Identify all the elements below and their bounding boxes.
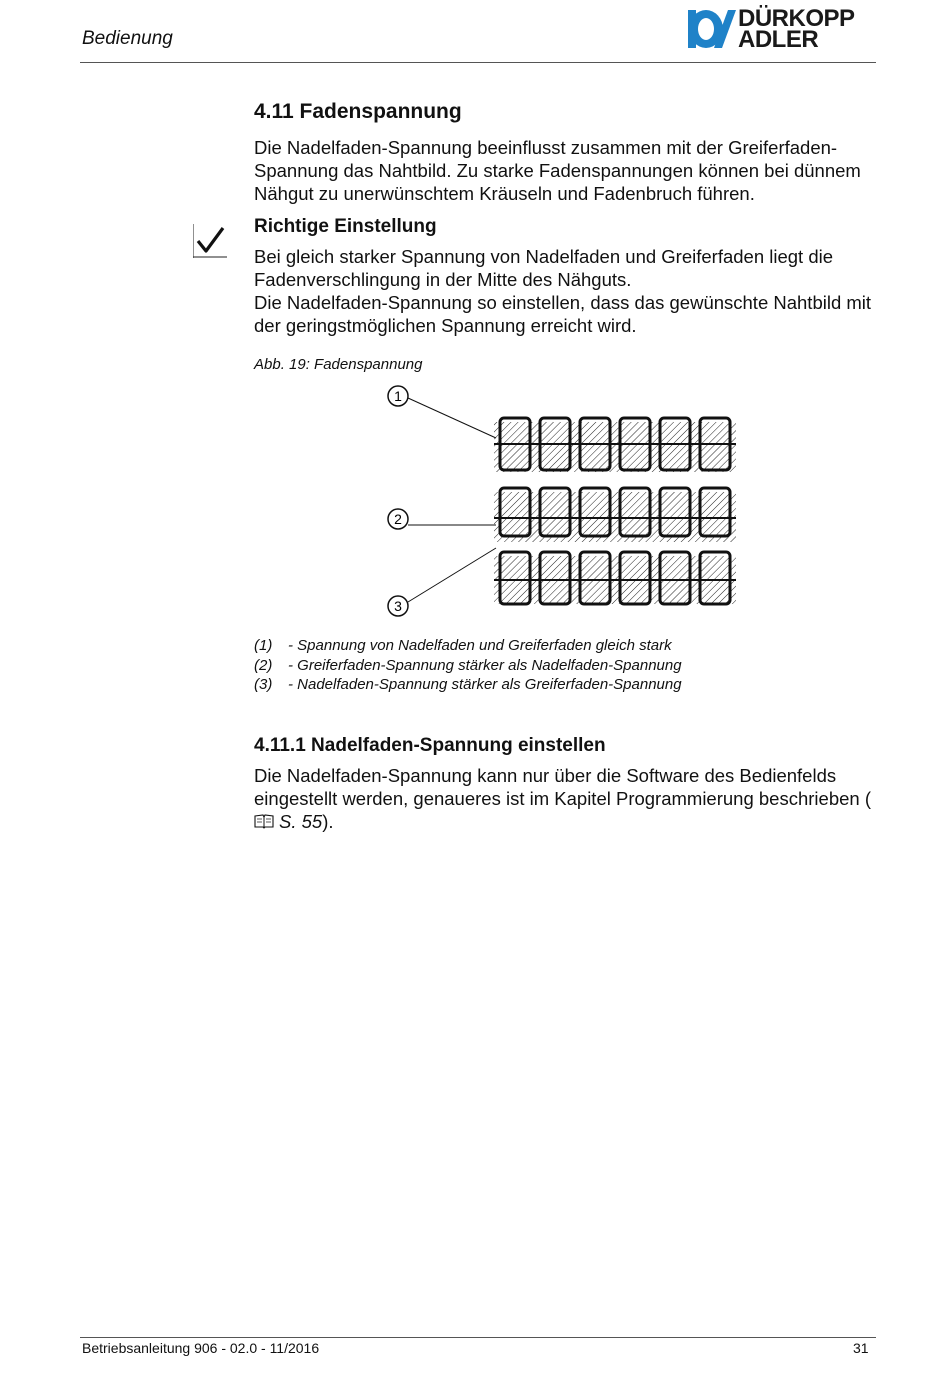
section-intro: Die Nadelfaden-Spannung beeinflusst zusammen mit der Greiferfaden-Spannung das Nahtbild. Zu starke Fadenspannungen können bei dünnem Nähgut zu unerwünschtem Kräuseln und Fadenbruch führen. [254,137,861,204]
marker-3 [388,548,496,616]
logo-line-1: DÜRKOPP [738,5,855,32]
legend-item [254,656,682,676]
marker-3-label: 3 [394,598,402,614]
legend-num: (1) [254,637,273,654]
subsection-text [254,764,874,833]
logo-mark-icon [688,6,736,52]
legend-item [254,636,682,656]
marker-1-label: 1 [394,388,402,404]
subsection-text-end: ). [322,811,334,832]
footer-divider [80,1337,876,1338]
duerkopp-adler-logo [688,6,878,56]
legend-text: - Nadelfaden-Spannung stärker als Greiferfaden-Spannung [288,676,682,693]
hint-title: Richtige Einstellung [254,216,437,237]
hint-text-2: Die Nadelfaden-Spannung so einstellen, dass das gewünschte Nahtbild mit der geringstmöglichen Spannung erreicht wird. [254,292,872,336]
subsection-text-body: Die Nadelfaden-Spannung kann nur über die Software des Bedienfelds eingestellt werden, genaueres ist im Kapitel Programmierung beschrieben ( [254,765,871,809]
figure-caption: Abb. 19: Fadenspannung [254,356,423,373]
section-title: 4.11 Fadenspannung [254,100,462,123]
page-reference-link[interactable]: S. 55 [279,811,323,832]
legend-item [254,675,682,695]
book-icon [254,811,279,832]
header-divider [80,62,876,63]
logo-line-2: ADLER [738,26,819,53]
seam-tension-figure [376,380,746,620]
stitch-row-2 [494,488,736,542]
header-section-label: Bedienung [82,28,173,49]
footer-page-number: 31 [853,1340,869,1356]
marker-1 [388,386,496,438]
logo-wordmark [738,5,855,53]
legend-num: (2) [254,656,273,674]
checkmark-icon [193,224,227,258]
hint-text-1: Bei gleich starker Spannung von Nadelfaden und Greiferfaden liegt die Fadenverschlingung in der Mitte des Nähguts. [254,246,834,290]
legend-num: (3) [254,676,273,693]
footer-document-id: Betriebsanleitung 906 - 02.0 - 11/2016 [82,1340,320,1356]
marker-2-label: 2 [394,511,402,527]
stitch-row-1 [494,418,736,472]
subsection-title: 4.11.1 Nadelfaden-Spannung einstellen [254,735,606,756]
legend-text: - Spannung von Nadelfaden und Greiferfaden gleich stark [288,637,672,654]
hint-text [254,245,874,337]
marker-2 [388,509,496,529]
figure-legend [254,636,682,695]
stitch-row-3 [494,552,736,604]
legend-text: - Greiferfaden-Spannung stärker als Nadelfaden-Spannung [288,656,682,674]
